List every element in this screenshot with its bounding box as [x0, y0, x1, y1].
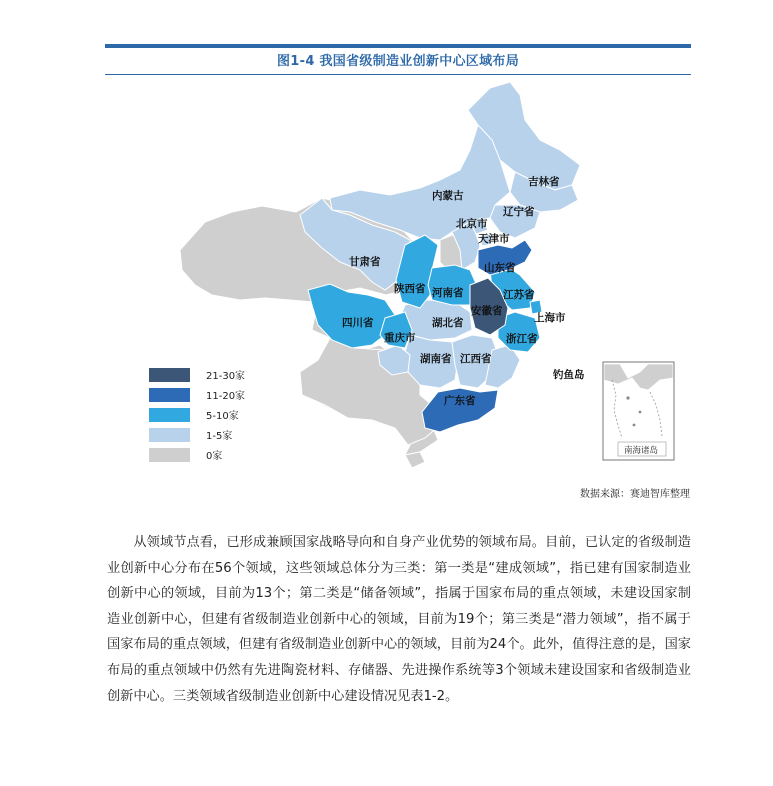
legend-swatch-5-10: [149, 408, 190, 422]
label-neimenggu: 内蒙古: [432, 190, 464, 202]
figure-title: 图1-4 我国省级制造业创新中心区域布局: [276, 54, 519, 69]
label-shandong: 山东省: [484, 262, 516, 274]
hainan-grey: [405, 452, 425, 468]
label-anhui: 安徽省: [471, 305, 503, 317]
legend-label-1-5: 1-5家: [206, 431, 233, 442]
label-nanhai: 南海诸岛: [624, 446, 659, 456]
label-jiangxi: 江西省: [460, 353, 492, 365]
data-source: 数据来源：赛迪智库整理: [580, 489, 690, 500]
label-sichuan: 四川省: [342, 317, 374, 329]
legend-swatch-0: [149, 448, 190, 462]
label-diaoyu: 钓鱼岛: [553, 369, 585, 381]
label-guangdong: 广东省: [444, 395, 476, 407]
legend-label-0: 0家: [206, 451, 223, 462]
label-zhejiang: 浙江省: [506, 333, 538, 345]
legend-label-11-20: 11-20家: [206, 391, 246, 402]
south-china-sea-inset: [603, 362, 674, 460]
inset-island: [639, 411, 642, 414]
label-henan: 河南省: [432, 287, 464, 299]
map-legend: [149, 368, 245, 462]
legend-swatch-21-30: [149, 368, 190, 382]
inset-island: [626, 396, 629, 399]
label-tianjin: 天津市: [478, 233, 510, 245]
label-gansu: 甘肃省: [349, 256, 381, 268]
legend-swatch-1-5: [149, 428, 190, 442]
legend-label-21-30: 21-30家: [206, 371, 246, 382]
label-beijing: 北京市: [456, 218, 488, 230]
label-shanghai: 上海市: [534, 312, 566, 324]
body-paragraph: [107, 530, 691, 709]
legend-swatch-11-20: [149, 388, 190, 402]
label-shaanxi: 陕西省: [394, 283, 426, 295]
legend-label-5-10: 5-10家: [206, 411, 239, 422]
inset-island: [633, 424, 636, 427]
label-hunan: 湖南省: [420, 353, 452, 365]
label-liaoning: 辽宁省: [503, 206, 535, 218]
paragraph-text: 从领域节点看，已形成兼顾国家战略导向和自身产业优势的领域布局。目前，已认定的省级制造业创新中心分布在56个领域，这些领域总体分为三类：第一类是“建成领域”，指已建有国家制造业创新中心的领域，目前为13个；第二类是“储备领域”，指属于国家布局的重点领域，未建设国家制造业创新中心，但建有省级制造业创新中心的领域，目前为19个；第三类是“潜力领域”，指不属于国家布局的重点领域，但建有省级制造业创新中心的领域，目前为24个。此外，值得注意的是，国家布局的重点领域中仍然有先进陶瓷材料、存储器、先进操作系统等3个领域未建设国家和省级制造业创新中心。三类领域省级制造业创新中心建设情况见表1-2。: [107, 535, 691, 704]
label-jilin: 吉林省: [528, 176, 560, 188]
label-hubei: 湖北省: [432, 317, 464, 329]
label-chongqing: 重庆市: [384, 332, 416, 344]
label-jiangsu: 江苏省: [503, 289, 535, 301]
